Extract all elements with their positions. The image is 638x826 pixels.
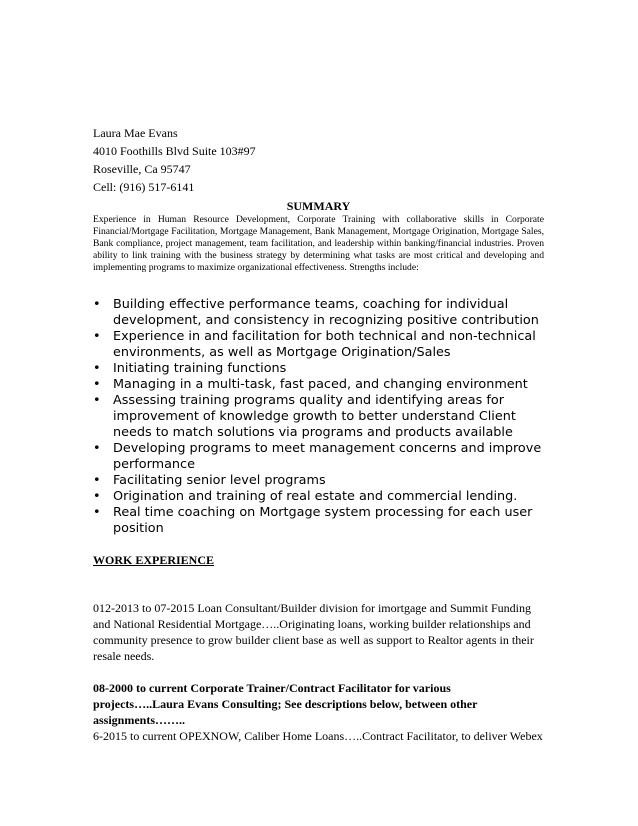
work-experience-heading: WORK EXPERIENCE [93, 553, 215, 567]
strength-item [93, 473, 553, 489]
bullet-icon: • [93, 377, 101, 392]
contact-name: Laura Mae Evans [93, 126, 178, 140]
strength-text: Experience in and facilitation for both technical and non-technical environments, as well as Mortgage Origination/Sales [113, 329, 536, 360]
strength-text: Facilitating senior level programs [113, 473, 326, 488]
contact-address: 4010 Foothills Blvd Suite 103#97 [93, 144, 256, 158]
strength-item [93, 361, 553, 377]
bullet-icon: • [93, 297, 101, 312]
strength-text: Developing programs to meet management concerns and improve performance [113, 441, 542, 472]
strength-item [93, 489, 553, 505]
bullet-icon: • [93, 393, 101, 408]
strength-text: Managing in a multi-task, fast paced, and changing environment [113, 377, 528, 392]
strength-text: Assessing training programs quality and identifying areas for improvement of knowledge growth to better understand Client needs to match solutions via programs and products available [113, 393, 516, 440]
contact-block [93, 124, 256, 196]
strength-item [93, 393, 553, 441]
contact-city: Roseville, Ca 95747 [93, 162, 191, 176]
strength-text: Building effective performance teams, coaching for individual development, and consistency in recognizing positive contribution [113, 297, 539, 328]
strength-text: Origination and training of real estate and commercial lending. [113, 489, 518, 504]
work-entry: 012-2013 to 07-2015 Loan Consultant/Builder division for imortgage and Summit Funding and National Residential Mortgage…..Originating loans, working builder relationships and community presence to grow builder client base as well as support to Realtor agents in their resale needs. [93, 601, 534, 663]
bullet-icon: • [93, 505, 101, 520]
strengths-list [93, 297, 553, 537]
summary-paragraph: Experience in Human Resource Development, Corporate Training with collaborative skills in Corporate Financial/Mortgage Facilitation, Mortgage Management, Bank Management, Mortgage Origination, Mortgage Sales, Bank compliance, project management, team facilitation, and leadership within banking/financial industries. Proven ability to link training with the business strategy by determining what tasks are most critical and developing and implementing programs to maximize organizational effectiveness. Strengths include: [93, 214, 544, 273]
work-entry: 08-2000 to current Corporate Trainer/Contract Facilitator for various projects…..Laura Evans Consulting; See descriptions below, between other assignments…….. [93, 681, 478, 727]
bullet-icon: • [93, 361, 101, 376]
strength-text: Initiating training functions [113, 361, 287, 376]
work-entry: 6-2015 to current OPEXNOW, Caliber Home Loans…..Contract Facilitator, to deliver Webex [93, 729, 543, 743]
bullet-icon: • [93, 489, 101, 504]
strength-item [93, 377, 553, 393]
strength-item [93, 505, 553, 537]
strength-item [93, 441, 553, 473]
strength-item [93, 329, 553, 361]
bullet-icon: • [93, 441, 101, 456]
contact-phone: Cell: (916) 517-6141 [93, 180, 195, 194]
strength-text: Real time coaching on Mortgage system processing for each user position [113, 505, 533, 536]
strength-item [93, 297, 553, 329]
summary-heading: SUMMARY [286, 199, 351, 213]
bullet-icon: • [93, 329, 101, 344]
bullet-icon: • [93, 473, 101, 488]
